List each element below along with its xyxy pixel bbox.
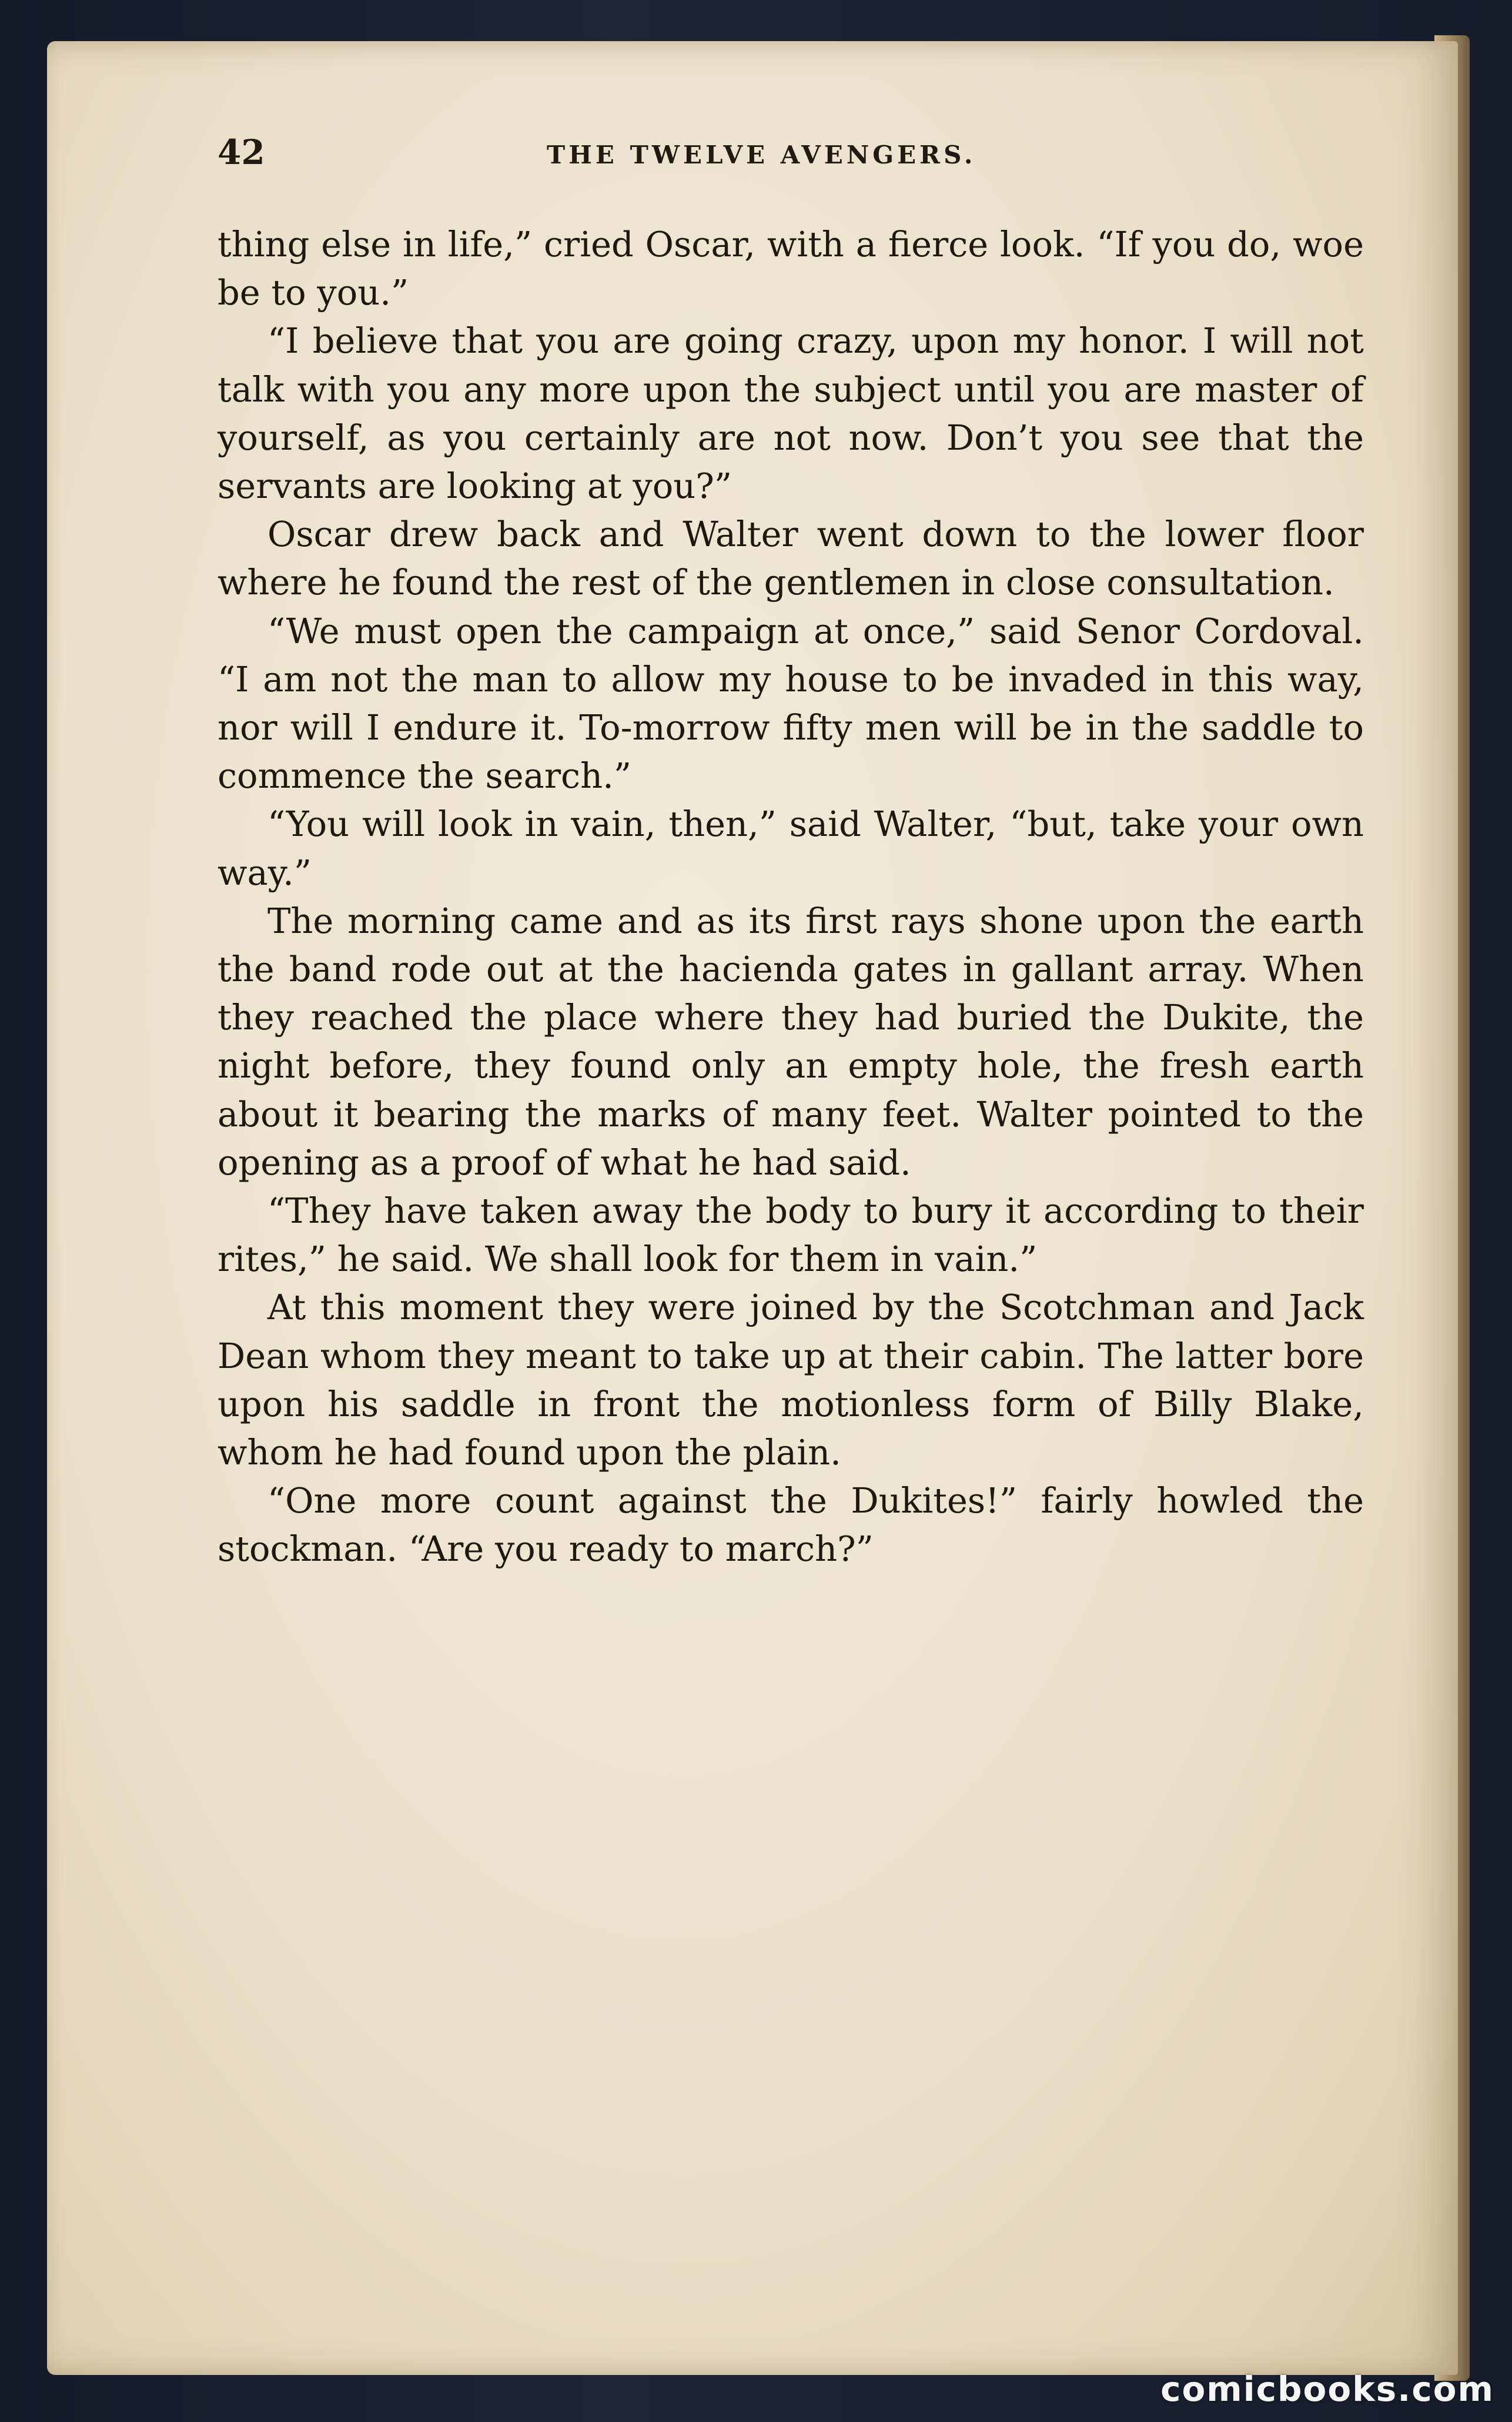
paragraph: “You will look in vain, then,” said Walter, “but, take your own way.” <box>218 804 1364 893</box>
paragraph: “One more count against the Dukites!” fairly howled the stockman. “Are you ready to march?” <box>218 1480 1364 1570</box>
page-number: 42 <box>218 132 265 172</box>
paragraph: “They have taken away the body to bury it according to their rites,” he said. We shall look for them in vain.” <box>218 1190 1364 1280</box>
paragraph: “We must open the campaign at once,” said Senor Cordoval. “I am not the man to allow my house to be invaded in this way, nor will I endure it. To-morrow fifty men will be in the saddle to commence the search.” <box>218 610 1364 797</box>
paragraph: The morning came and as its first rays shone upon the earth the band rode out at the hacienda gates in gallant array. When they reached the place where they had buried the Dukite, the night before, they found only an empty hole, the fresh earth about it bearing the marks of many feet. Walter pointed to the opening as a proof of what he had said. <box>218 900 1364 1183</box>
body-text <box>218 220 1364 1574</box>
paragraph: thing else in life,” cried Oscar, with a fierce look. “If you do, woe be to you.” <box>218 224 1364 313</box>
paragraph: “I believe that you are going crazy, upon my honor. I will not talk with you any more upon the subject until you are master of yourself, as you certainly are not now. Don’t you see that the servants are looking at you?” <box>218 320 1364 507</box>
watermark: comicbooks.com <box>1160 2369 1494 2409</box>
paragraph: At this moment they were joined by the Scotchman and Jack Dean whom they meant to take up at their cabin. The latter bore upon his saddle in front the motionless form of Billy Blake, whom he had found upon the plain. <box>218 1287 1364 1473</box>
paragraph: Oscar drew back and Walter went down to the lower floor where he found the rest of the gentlemen in close consultation. <box>218 514 1364 603</box>
running-head: THE TWELVE AVENGERS. <box>547 140 976 169</box>
page-header <box>218 132 1358 185</box>
